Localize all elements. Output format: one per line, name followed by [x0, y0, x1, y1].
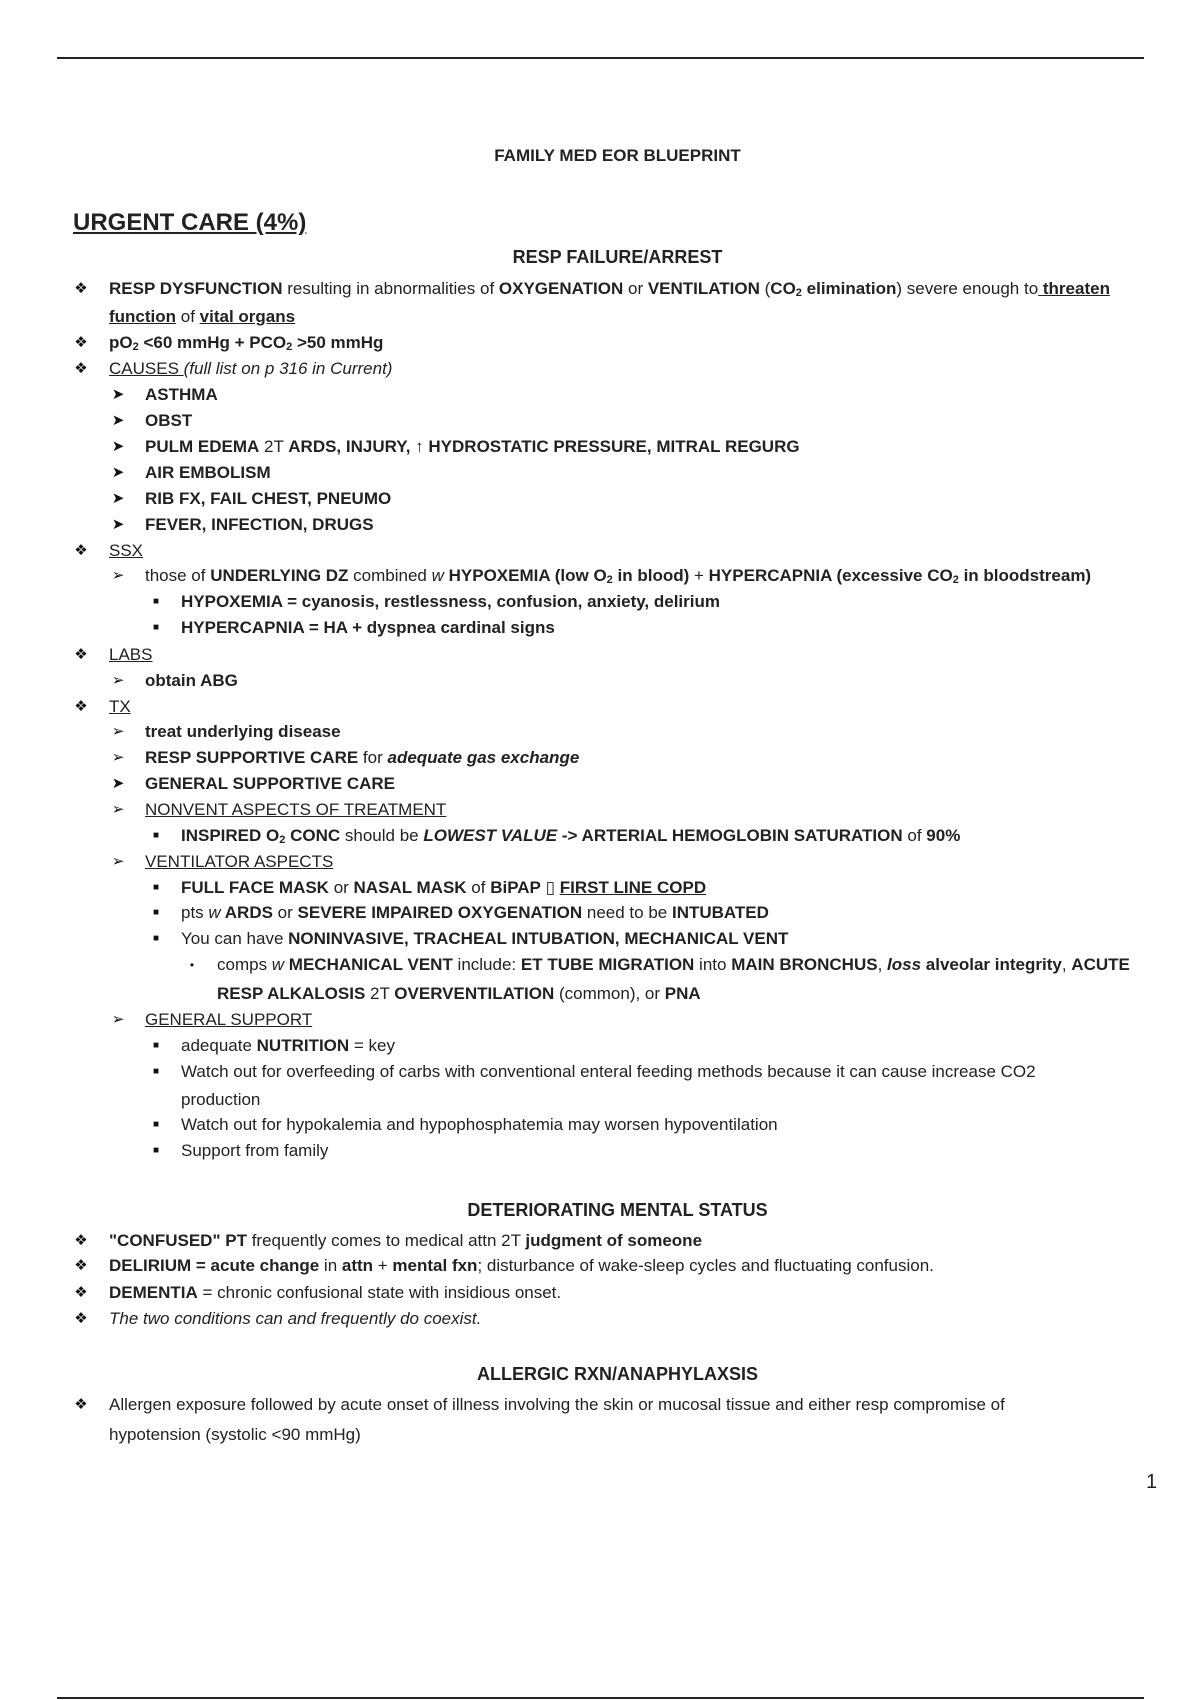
- ssx-subitem: HYPERCAPNIA = HA + dyspnea cardinal signs: [181, 618, 555, 637]
- arrow-bullet-icon: ➢: [111, 723, 125, 740]
- mental-item: DELIRIUM = acute change in attn + mental fxn; disturbance of wake-sleep cycles and fluctuating confusion.: [109, 1256, 934, 1275]
- dot-bullet-icon: •: [189, 958, 195, 972]
- square-bullet-icon: ■: [152, 882, 160, 893]
- diamond-bullet-icon: ❖: [74, 334, 88, 351]
- diamond-bullet-icon: ❖: [74, 698, 88, 715]
- allergic-item: Allergen exposure followed by acute onset of illness involving the skin or mucosal tissue and either resp compromise of: [109, 1395, 1005, 1414]
- document-title: FAMILY MED EOR BLUEPRINT: [494, 146, 741, 165]
- square-bullet-icon: ■: [152, 907, 160, 918]
- arrow-bullet-icon: ➢: [111, 567, 125, 584]
- tx-subsubitem-cont: RESP ALKALOSIS 2T OVERVENTILATION (common), or PNA: [217, 984, 701, 1003]
- mental-item: "CONFUSED" PT frequently comes to medical attn 2T judgment of someone: [109, 1231, 703, 1250]
- diamond-bullet-icon: ❖: [74, 1396, 88, 1413]
- resp-dysfunction-line: RESP DYSFUNCTION resulting in abnormalities of OXYGENATION or VENTILATION ($CO_2$ elimination) severe enough to threaten: [109, 279, 1110, 299]
- square-bullet-icon: ■: [152, 933, 160, 944]
- up-arrow-icon: ↑: [415, 437, 424, 456]
- tx-item: RESP SUPPORTIVE CARE for adequate gas exchange: [145, 748, 580, 767]
- diamond-bullet-icon: ❖: [74, 542, 88, 559]
- cause-item-pulm-edema: PULM EDEMA 2T ARDS, INJURY, ↑ HYDROSTATIC PRESSURE, MITRAL REGURG: [145, 437, 800, 456]
- tx-item-ventilator: VENTILATOR ASPECTS: [145, 852, 334, 871]
- page-number: 1: [1146, 1471, 1158, 1493]
- diamond-bullet-icon: ❖: [74, 646, 88, 663]
- diamond-bullet-icon: ❖: [74, 1284, 88, 1301]
- tx-subitem: FULL FACE MASK or NASAL MASK of BiPAP ▯ FIRST LINE COPD: [181, 878, 707, 897]
- tx-subitem: pts w ARDS or SEVERE IMPAIRED OXYGENATION need to be INTUBATED: [181, 903, 769, 922]
- cause-item: ASTHMA: [145, 385, 218, 404]
- diamond-bullet-icon: ❖: [74, 1310, 88, 1327]
- ssx-heading: SSX: [109, 541, 144, 560]
- labs-item: obtain ABG: [145, 671, 238, 690]
- arrow-bullet-icon: ➢: [111, 853, 125, 870]
- tx-heading: TX: [109, 697, 131, 716]
- cause-item: OBST: [145, 411, 193, 430]
- tx-subitem: You can have NONINVASIVE, TRACHEAL INTUBATION, MECHANICAL VENT: [181, 929, 789, 948]
- tx-item: GENERAL SUPPORTIVE CARE: [145, 774, 396, 793]
- square-bullet-icon: ■: [152, 830, 160, 841]
- arrow-bullet-icon: ➤: [111, 412, 125, 429]
- tx-subsubitem: comps w MECHANICAL VENT include: ET TUBE MIGRATION into MAIN BRONCHUS, loss alveolar integrity, ACUTE: [217, 955, 1130, 974]
- arrow-bullet-icon: ➤: [111, 775, 125, 792]
- tx-item: treat underlying disease: [145, 722, 341, 741]
- square-bullet-icon: ■: [152, 1066, 160, 1077]
- allergic-item-cont: hypotension (systolic <90 mmHg): [109, 1425, 361, 1444]
- gas-thresholds-line: $pO_2 <60$ mmHg + $PCO_2 >50$ mmHg: [109, 333, 384, 353]
- box-icon: ▯: [545, 878, 555, 897]
- square-bullet-icon: ■: [152, 622, 160, 633]
- tx-subitem: adequate NUTRITION = key: [181, 1036, 396, 1055]
- arrow-bullet-icon: ➢: [111, 672, 125, 689]
- arrow-bullet-icon: ➤: [111, 516, 125, 533]
- cause-item: RIB FX, FAIL CHEST, PNEUMO: [145, 489, 392, 508]
- diamond-bullet-icon: ❖: [74, 1232, 88, 1249]
- labs-heading: LABS: [109, 645, 153, 664]
- ssx-subitem: HYPOXEMIA = cyanosis, restlessness, confusion, anxiety, delirium: [181, 592, 720, 611]
- header-rule: [57, 57, 1144, 59]
- square-bullet-icon: ■: [152, 596, 160, 607]
- arrow-bullet-icon: ➤: [111, 464, 125, 481]
- diamond-bullet-icon: ❖: [74, 280, 88, 297]
- square-bullet-icon: ■: [152, 1145, 160, 1156]
- resp-dysfunction-line-cont: function of vital organs: [109, 307, 296, 326]
- square-bullet-icon: ■: [152, 1040, 160, 1051]
- tx-subitem: Watch out for hypokalemia and hypophosphatemia may worsen hypoventilation: [181, 1115, 778, 1134]
- mental-item: The two conditions can and frequently do coexist.: [109, 1309, 482, 1328]
- tx-item-nonvent: NONVENT ASPECTS OF TREATMENT: [145, 800, 447, 819]
- diamond-bullet-icon: ❖: [74, 1257, 88, 1274]
- ssx-item: those of UNDERLYING DZ combined w HYPOXEMIA (low $O_2$ in blood) + HYPERCAPNIA (excessive $CO_2$ in bloodstream): [145, 566, 1092, 586]
- arrow-bullet-icon: ➢: [111, 801, 125, 818]
- tx-subitem: Support from family: [181, 1141, 329, 1160]
- arrow-bullet-icon: ➤: [111, 490, 125, 507]
- tx-item-general-support: GENERAL SUPPORT: [145, 1010, 313, 1029]
- arrow-bullet-icon: ➢: [111, 1011, 125, 1028]
- topic-heading-mental: DETERIORATING MENTAL STATUS: [467, 1200, 768, 1220]
- footer-rule: [57, 1697, 1144, 1699]
- tx-subitem: Watch out for overfeeding of carbs with conventional enteral feeding methods because it can cause increase CO2: [181, 1062, 1036, 1081]
- arrow-bullet-icon: ➢: [111, 749, 125, 766]
- tx-subitem: INSPIRED $O_2$ CONC should be LOWEST VALUE -> ARTERIAL HEMOGLOBIN SATURATION of 90%: [181, 826, 961, 846]
- cause-item: FEVER, INFECTION, DRUGS: [145, 515, 374, 534]
- arrow-bullet-icon: ➤: [111, 386, 125, 403]
- arrow-bullet-icon: ➤: [111, 438, 125, 455]
- cause-item: AIR EMBOLISM: [145, 463, 271, 482]
- square-bullet-icon: ■: [152, 1119, 160, 1130]
- causes-heading: CAUSES (full list on p 316 in Current): [109, 359, 393, 378]
- mental-item: DEMENTIA = chronic confusional state with insidious onset.: [109, 1283, 562, 1302]
- section-title: URGENT CARE (4%): [73, 209, 307, 236]
- tx-subitem-cont: production: [181, 1090, 261, 1109]
- topic-heading-allergic: ALLERGIC RXN/ANAPHYLAXSIS: [476, 1364, 759, 1384]
- topic-heading-resp: RESP FAILURE/ARREST: [512, 247, 723, 267]
- diamond-bullet-icon: ❖: [74, 360, 88, 377]
